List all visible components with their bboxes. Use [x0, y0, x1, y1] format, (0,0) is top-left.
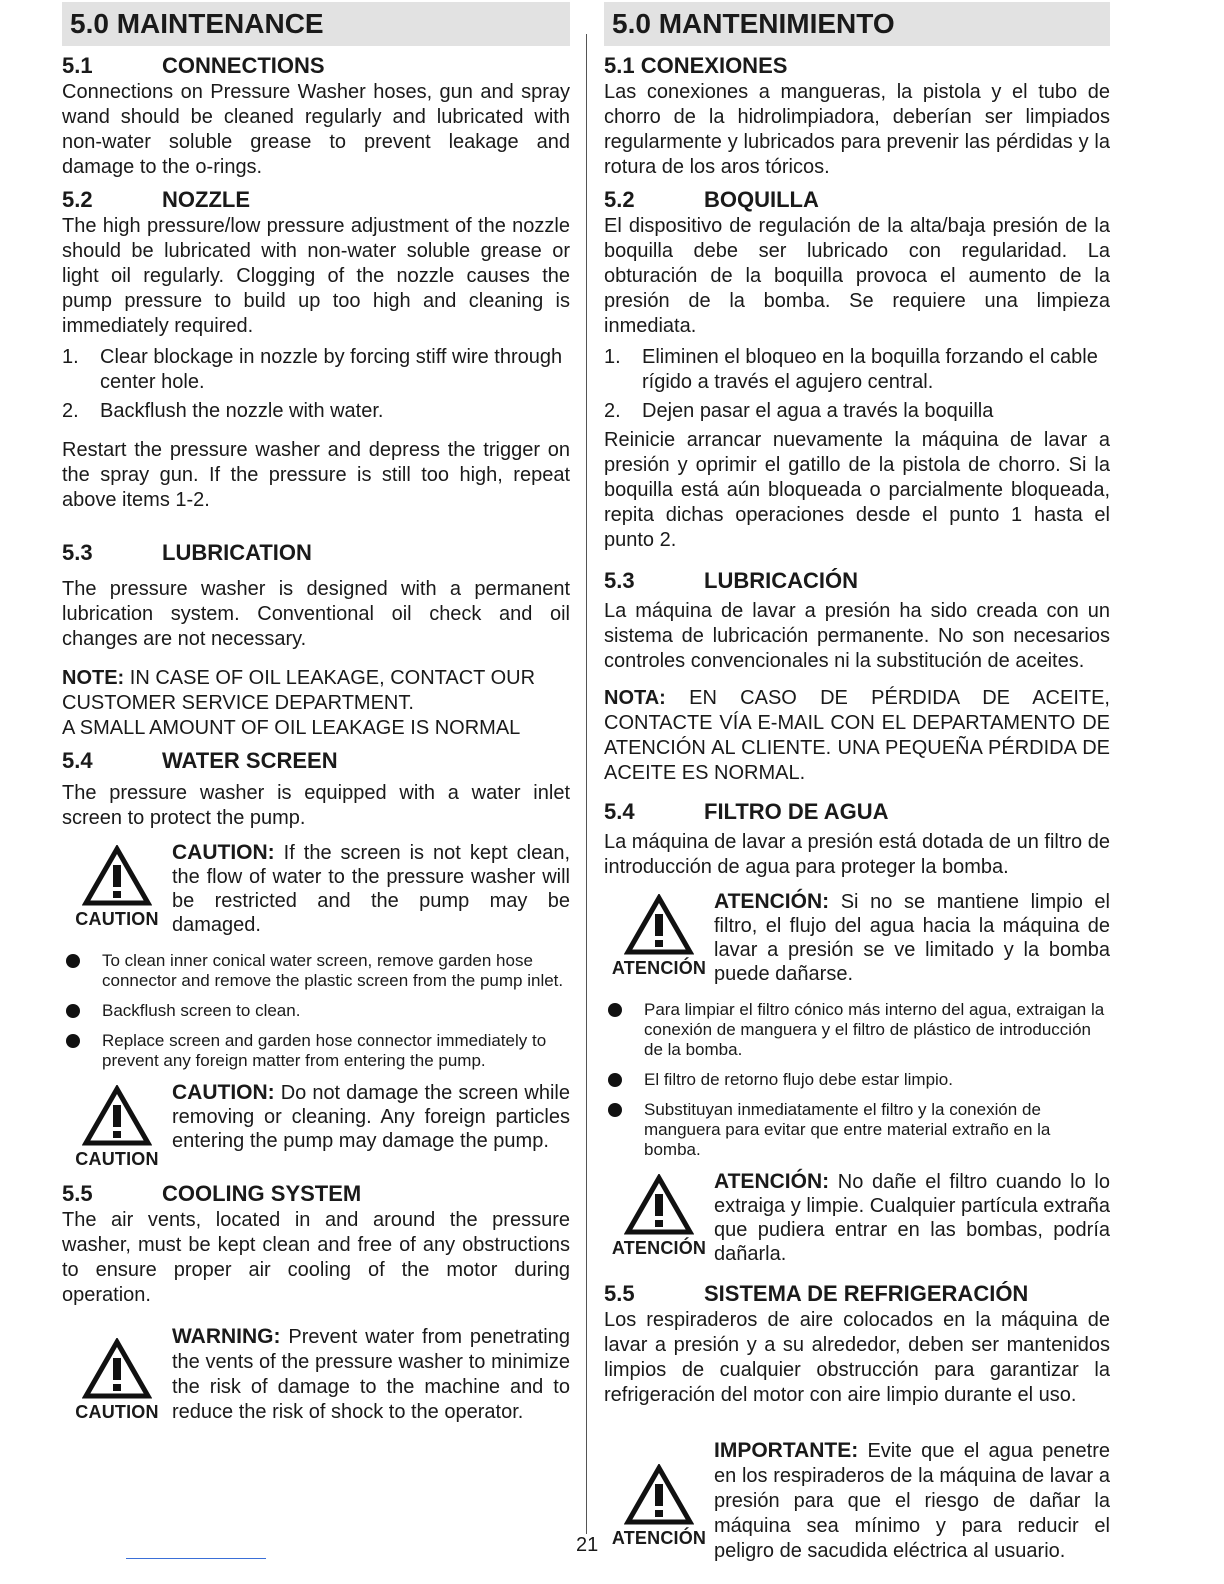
section-number: 5.1	[62, 53, 93, 78]
conexiones-text: Las conexiones a mangueras, la pistola y el tubo de chorro de la hidrolimpiadora, deberían ser limpiados regularmente y lubricados para prevenir las pérdidas y la rotura de los aros tóricos.	[604, 81, 1110, 178]
bullet-text: To clean inner conical water screen, remove garden hose connector and remove the plastic screen from the pump inlet.	[102, 951, 564, 990]
filtro-bullets	[604, 1000, 1110, 1160]
note-text: A SMALL AMOUNT OF OIL LEAKAGE IS NORMAL	[62, 717, 521, 739]
caution-box	[62, 841, 570, 937]
heading-nozzle	[62, 186, 570, 214]
caution-icon-block	[604, 1170, 714, 1266]
caution-icon-label: ATENCIÓN	[611, 958, 707, 978]
warning-triangle-icon	[82, 1085, 152, 1147]
warning-label: WARNING:	[172, 1325, 281, 1348]
bullet-icon	[66, 1004, 80, 1018]
warning-triangle-icon	[82, 845, 152, 907]
bullet-icon	[66, 954, 80, 968]
note-label: NOTA:	[604, 687, 666, 709]
step-text: Eliminen el bloqueo en la boquilla forzando el cable rígido a través el agujero central.	[642, 346, 1098, 393]
caution-icon-label: CAUTION	[75, 1149, 159, 1169]
bullet-icon	[608, 1003, 622, 1017]
caution-icon-block	[62, 1081, 172, 1170]
section-title: WATER SCREEN	[162, 748, 338, 773]
caution-icon-block	[62, 841, 172, 937]
section-number: 5.3	[62, 540, 93, 565]
water-screen-text: The pressure washer is equipped with a water inlet screen to protect the pump.	[62, 782, 570, 829]
note-label: NOTE:	[62, 667, 125, 689]
heading-conexiones	[604, 52, 1110, 80]
page-number: 21	[576, 1534, 599, 1556]
warning-triangle-icon	[624, 1174, 694, 1236]
column-divider	[586, 34, 587, 1534]
cooling-text: The air vents, located in and around the pressure washer, must be kept clean and free of any obstructions to ensure proper air cooling of the motor during operation.	[62, 1209, 570, 1306]
caution-label: CAUTION:	[172, 1081, 275, 1104]
bullet-text: Para limpiar el filtro cónico más interno del agua, extraigan la conexión de manguera y el filtro de plástico de introducción de la bomba.	[644, 1000, 1105, 1059]
list-item	[604, 399, 1110, 424]
lubricacion-text: La máquina de lavar a presión ha sido creada con un sistema de lubricación permanente. No son necesarios controles convencionales ni la substitución de aceites.	[604, 600, 1110, 672]
section-banner-mantenimiento	[604, 2, 1110, 46]
lubrication-text: The pressure washer is designed with a permanent lubrication system. Conventional oil check and oil changes are not necessary.	[62, 578, 570, 650]
warning-label: IMPORTANTE:	[714, 1439, 859, 1462]
warning-triangle-icon	[624, 894, 694, 956]
heading-boquilla	[604, 186, 1110, 214]
caution-body: Do not damage the screen while removing or cleaning. Any foreign particles entering the pump may damage the pump.	[172, 1082, 570, 1152]
section-number: 5.2	[62, 187, 93, 212]
nozzle-restart-text: Restart the pressure washer and depress the trigger on the spray gun. If the pressure is still too high, repeat above items 1-2.	[62, 439, 570, 511]
warning-text	[172, 1324, 570, 1425]
section-title: CONEXIONES	[640, 53, 788, 78]
caution-body: Si no se mantiene limpio el filtro, el flujo del agua hacia la máquina de lavar a presión se ve limitado y la bomba puede dañarse.	[714, 891, 1110, 985]
section-number: 5.3	[604, 568, 635, 593]
filtro-text: La máquina de lavar a presión está dotada de un filtro de introducción de agua para proteger la bomba.	[604, 831, 1110, 878]
list-item	[604, 345, 1110, 395]
caution-text	[172, 841, 570, 937]
connections-text: Connections on Pressure Washer hoses, gun and spray wand should be cleaned regularly and lubricated with non-water soluble grease to prevent leakage and damage to the o-rings.	[62, 81, 570, 178]
step-number: 2.	[604, 400, 621, 422]
spanish-column	[604, 0, 1110, 1564]
caution-body: No dañe el filtro cuando lo lo extraiga y limpie. Cualquier partícula extraña que pudiera entrar en las bombas, podría dañarla.	[714, 1171, 1110, 1265]
warning-text	[714, 1438, 1110, 1564]
section-title: LUBRICATION	[162, 540, 312, 565]
english-column	[62, 0, 570, 1425]
step-number: 1.	[62, 346, 79, 368]
list-item	[604, 1100, 1110, 1160]
caution-box	[604, 1170, 1110, 1266]
heading-lubrication	[62, 539, 570, 567]
section-title: CONNECTIONS	[162, 53, 325, 78]
section-number: 5.4	[62, 748, 93, 773]
bullet-text: Replace screen and garden hose connector immediately to prevent any foreign matter from entering the pump.	[102, 1031, 547, 1070]
heading-cooling-system	[62, 1180, 570, 1208]
caution-text	[714, 1170, 1110, 1266]
list-item	[62, 951, 570, 991]
note-text: EN CASO DE PÉRDIDA DE ACEITE, CONTACTE VÍA E-MAIL CON EL DEPARTAMENTO DE ATENCIÓN AL CLIENTE. UNA PEQUEÑA PÉRDIDA DE ACEITE ES NORMAL.	[604, 687, 1110, 784]
caution-text	[714, 890, 1110, 986]
list-item	[62, 399, 570, 424]
step-number: 2.	[62, 400, 79, 422]
heading-sistema-de-refrigeracion	[604, 1280, 1110, 1308]
note-text: IN CASE OF OIL LEAKAGE, CONTACT OUR CUSTOMER SERVICE DEPARTMENT.	[62, 667, 536, 714]
caution-icon-block	[604, 1438, 714, 1564]
list-item	[62, 1001, 570, 1021]
warning-box	[62, 1324, 570, 1425]
caution-icon-label: ATENCIÓN	[611, 1238, 707, 1258]
section-number: 5.2	[604, 187, 635, 212]
list-item	[604, 1000, 1110, 1060]
page-title: 5.0 MANTENIMIENTO	[612, 8, 895, 39]
warning-body: Evite que el agua penetre en los respiraderos de la máquina de lavar a presión para que el riesgo de dañar la máquina sea mínimo y para reducir el peligro de sacudida eléctrica al usuario.	[714, 1440, 1110, 1562]
section-number: 5.1	[604, 53, 635, 78]
caution-label: CAUTION:	[172, 841, 275, 864]
list-item	[62, 345, 570, 395]
section-number: 5.5	[62, 1181, 93, 1206]
bullet-icon	[608, 1073, 622, 1087]
boquilla-steps	[604, 345, 1110, 424]
warning-triangle-icon	[624, 1464, 694, 1526]
list-item	[604, 1070, 1110, 1090]
caution-text	[172, 1081, 570, 1170]
heading-water-screen	[62, 747, 570, 775]
bullet-text: Substituyan inmediatamente el filtro y la conexión de manguera para evitar que entre material extraño en la bomba.	[644, 1100, 1051, 1159]
bullet-icon	[66, 1034, 80, 1048]
boquilla-restart-text: Reinicie arrancar nuevamente la máquina de lavar a presión y oprimir el gatillo de la pistola de chorro. Si la boquilla está aún bloqueada o parcialmente bloqueada, repita dichas operaciones desde el punto 1 hasta el punto 2.	[604, 429, 1110, 551]
bullet-text: El filtro de retorno flujo debe estar limpio.	[644, 1070, 953, 1089]
caution-icon-block	[604, 890, 714, 986]
caution-label: ATENCIÓN:	[714, 1170, 830, 1193]
caution-body: If the screen is not kept clean, the flow of water to the pressure washer will be restricted and the pump may be damaged.	[172, 842, 570, 936]
section-number: 5.5	[604, 1281, 635, 1306]
step-text: Clear blockage in nozzle by forcing stiff wire through center hole.	[100, 346, 563, 393]
nozzle-steps	[62, 345, 570, 424]
boquilla-text: El dispositivo de regulación de la alta/baja presión de la boquilla debe ser lubricado con regularidad. La obturación de la boquilla provoca el aumento de la presión de la bomba. Se requiere una limpieza inmediata.	[604, 215, 1110, 337]
step-text: Dejen pasar el agua a través la boquilla	[642, 400, 994, 422]
caution-icon-block	[62, 1324, 172, 1425]
step-text: Backflush the nozzle with water.	[100, 400, 384, 422]
list-item	[62, 1031, 570, 1071]
bullet-icon	[608, 1103, 622, 1117]
oil-note	[62, 666, 570, 741]
step-number: 1.	[604, 346, 621, 368]
warning-box	[604, 1438, 1110, 1564]
caution-icon-label: CAUTION	[75, 909, 159, 929]
caution-icon-label: CAUTION	[75, 1402, 159, 1422]
heading-filtro-de-agua	[604, 798, 1110, 826]
caution-box	[62, 1081, 570, 1170]
footer-line	[126, 1558, 266, 1559]
section-title: COOLING SYSTEM	[162, 1181, 362, 1206]
oil-note	[604, 686, 1110, 786]
caution-label: ATENCIÓN:	[714, 890, 830, 913]
section-number: 5.4	[604, 799, 635, 824]
caution-box	[604, 890, 1110, 986]
warning-triangle-icon	[82, 1338, 152, 1400]
heading-connections	[62, 52, 570, 80]
heading-lubricacion	[604, 567, 1110, 595]
section-title: BOQUILLA	[704, 187, 819, 212]
section-title: NOZZLE	[162, 187, 250, 212]
section-banner-maintenance	[62, 2, 570, 46]
water-screen-bullets	[62, 951, 570, 1071]
page-title: 5.0 MAINTENANCE	[70, 8, 324, 39]
caution-icon-label: ATENCIÓN	[611, 1528, 707, 1548]
section-title: LUBRICACIÓN	[704, 568, 858, 593]
warning-body: Prevent water from penetrating the vents of the pressure washer to minimize the risk of damage to the machine and to reduce the risk of shock to the operator.	[172, 1326, 570, 1423]
nozzle-text: The high pressure/low pressure adjustment of the nozzle should be lubricated with non-water soluble grease or light oil regularly. Clogging of the nozzle causes the pump pressure to build up too high and cleaning is immediately required.	[62, 215, 570, 337]
refrigeracion-text: Los respiraderos de aire colocados en la máquina de lavar a presión y a su alrededor, deben ser mantenidos limpios de cualquier obstrucción para garantizar la refrigeración del motor con aire limpio durante el uso.	[604, 1309, 1110, 1406]
section-title: SISTEMA DE REFRIGERACIÓN	[704, 1281, 1029, 1306]
bullet-text: Backflush screen to clean.	[102, 1001, 301, 1020]
section-title: FILTRO DE AGUA	[704, 799, 889, 824]
